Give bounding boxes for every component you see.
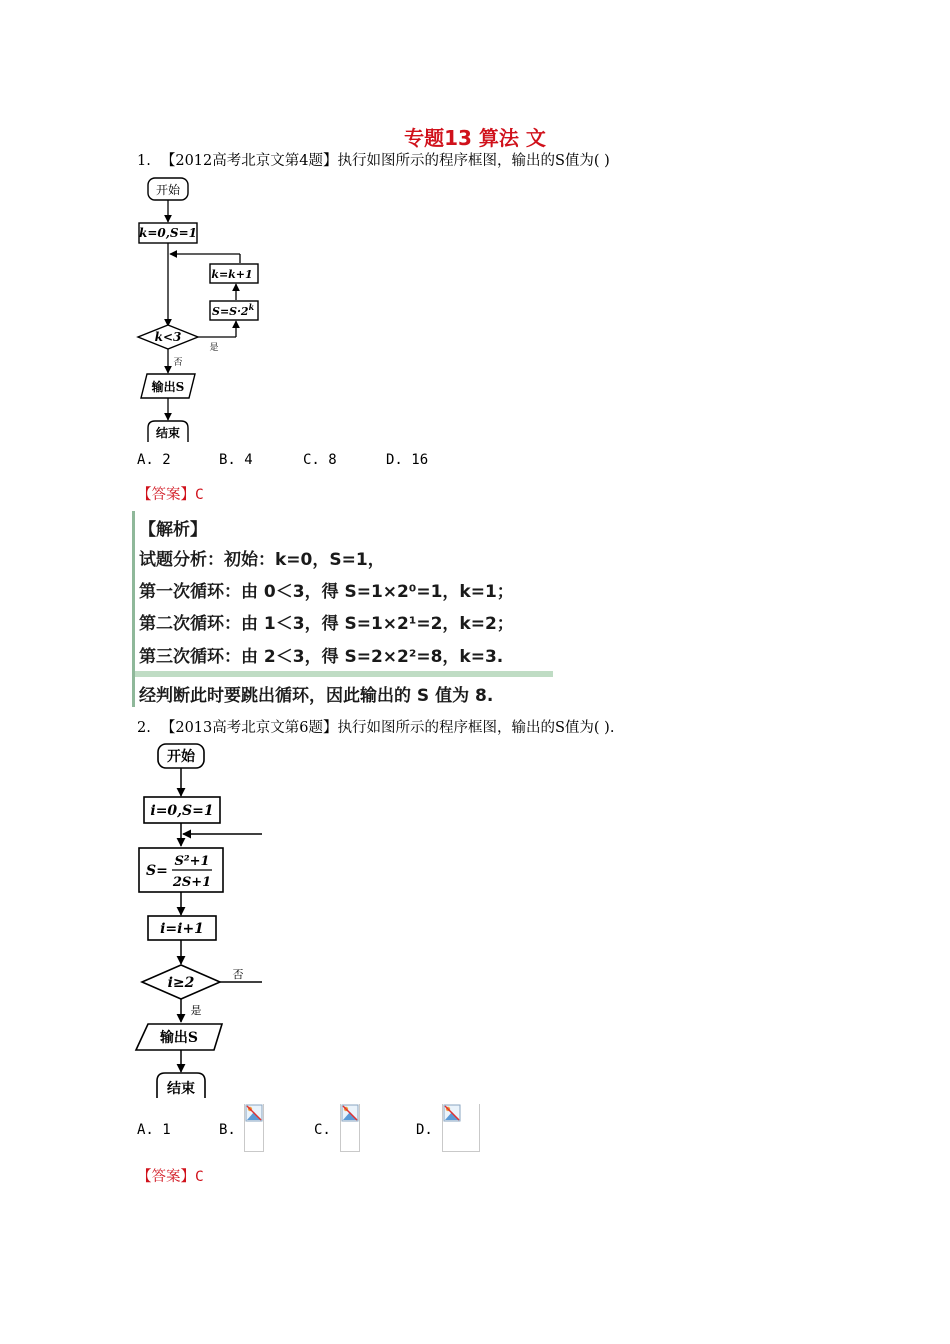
flow1-no-label: 否 xyxy=(173,358,183,368)
flow1-start-label: 开始 xyxy=(155,183,181,197)
q2-answer-value: C xyxy=(195,1169,204,1185)
q2-choice-a: A. 1 xyxy=(137,1122,171,1138)
q1-analysis xyxy=(132,511,553,707)
flow2-start-label: 开始 xyxy=(167,749,195,765)
flow2-inc-label: i=i+1 xyxy=(160,921,204,937)
flow2-output-label: 输出S xyxy=(159,1030,199,1046)
flow1-condition-label: k<3 xyxy=(154,330,182,344)
q1-answer-value: C xyxy=(195,487,204,503)
analysis-line-4: 第三次循环：由 2＜3，得 S=2×2²=8，k=3. xyxy=(139,647,504,667)
q2-choice-b: B. xyxy=(219,1122,236,1138)
page-title: 专题13 算法 文 xyxy=(404,126,546,150)
flow2-update-den: 2S+1 xyxy=(172,875,212,890)
question-2-number: 2. xyxy=(137,720,151,736)
q1-choice-d: D. 16 xyxy=(386,452,429,468)
q2-choice-d: D. xyxy=(416,1122,433,1138)
analysis-line-3: 第二次循环：由 1＜3，得 S=1×2¹=2，k=2； xyxy=(139,614,514,634)
flow2-yes-label: 是 xyxy=(190,1004,202,1017)
flow2-update-lhs: S= xyxy=(146,863,168,879)
broken-image-icon xyxy=(340,1104,360,1152)
flow2-end-label: 结束 xyxy=(167,1081,195,1097)
question-1-number: 1. xyxy=(137,153,151,169)
q1-choice-a: A. 2 xyxy=(137,452,171,468)
analysis-head: 【解析】 xyxy=(139,520,207,540)
q1-choice-b: B. 4 xyxy=(219,452,253,468)
question-2-text: 【2013高考北京文第6题】执行如图所示的程序框图，输出的S值为( ). xyxy=(160,720,615,736)
flow1-update-label: $S=S\cdot 2^k$ xyxy=(212,302,255,318)
q1-answer xyxy=(137,483,204,504)
q2-answer xyxy=(137,1165,204,1186)
flow2-update-num: S²+1 xyxy=(174,854,210,869)
flow2-condition-label: i≥2 xyxy=(167,975,195,991)
flow2-init-label: i=0,S=1 xyxy=(150,803,214,819)
question-1 xyxy=(137,149,610,170)
flow1-output-label: 输出S xyxy=(151,380,185,394)
q2-answer-tag: 【答案】 xyxy=(137,1169,195,1185)
question-2 xyxy=(137,716,614,737)
q1-choice-c: C. 8 xyxy=(303,452,337,468)
q2-choice-c: C. xyxy=(314,1122,331,1138)
analysis-line-2: 第一次循环：由 0＜3，得 S=1×2⁰=1，k=1； xyxy=(139,582,514,602)
flowchart-2 xyxy=(130,738,270,1100)
analysis-line-5: 经判断此时要跳出循环，因此输出的 S 值为 8. xyxy=(139,686,494,706)
q1-answer-tag: 【答案】 xyxy=(137,487,195,503)
flowchart-1 xyxy=(130,170,270,445)
broken-image-icon xyxy=(244,1104,264,1152)
flow2-no-label: 否 xyxy=(232,968,244,981)
broken-image-icon xyxy=(442,1104,480,1152)
flow1-init-label: k=0,S=1 xyxy=(139,226,197,240)
flow1-inc-label: k=k+1 xyxy=(211,268,253,281)
question-1-text: 【2012高考北京文第4题】执行如图所示的程序框图，输出的S值为( ) xyxy=(160,153,610,169)
flow1-yes-label: 是 xyxy=(209,343,219,353)
flow1-end-label: 结束 xyxy=(155,426,181,440)
analysis-line-1: 试题分析：初始：k=0，S=1， xyxy=(139,550,385,570)
